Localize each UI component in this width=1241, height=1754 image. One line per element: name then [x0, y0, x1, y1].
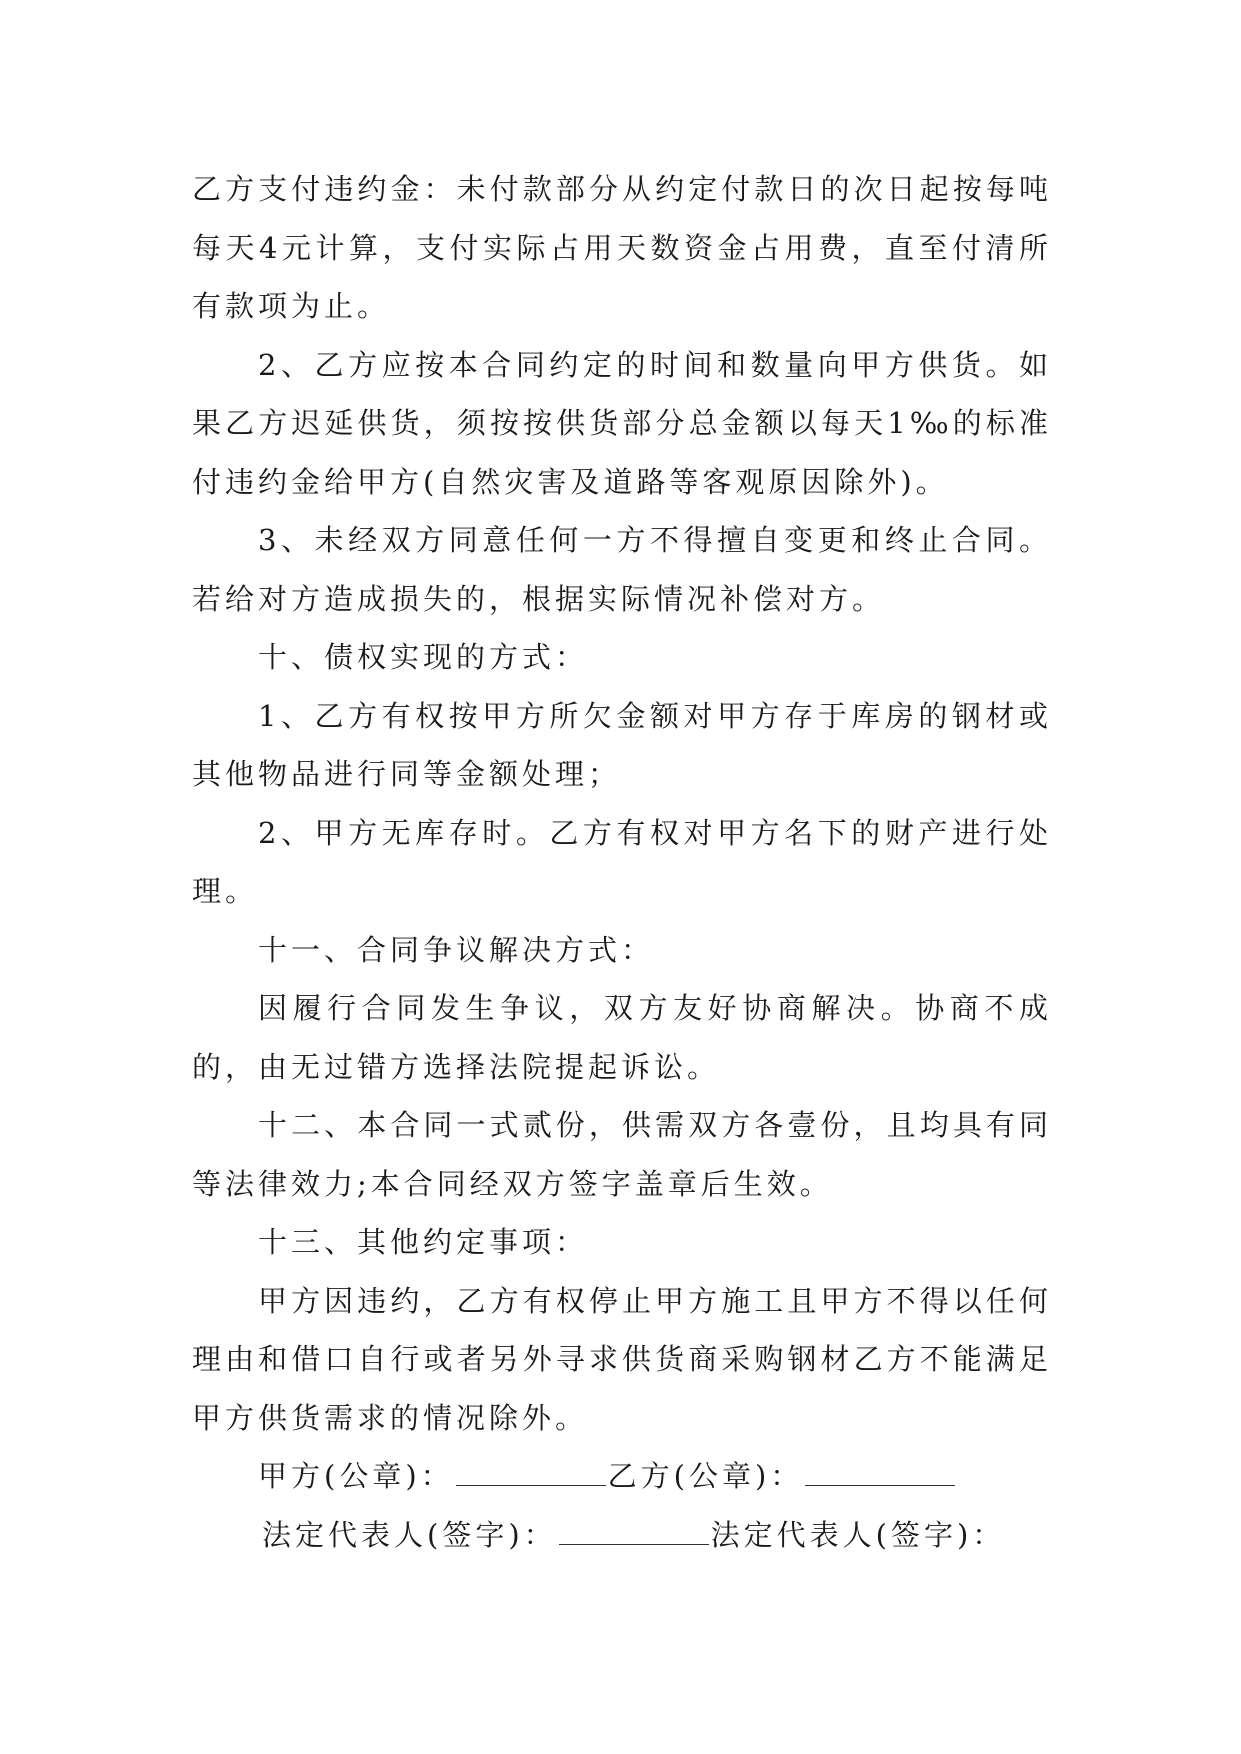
paragraph-copies-validity: 十二、本合同一式贰份，供需双方各壹份，且均具有同等法律效力;本合同经双方签字盖章后生效。 — [192, 1108, 1052, 1201]
signature-row-legal-rep — [192, 1506, 1052, 1565]
paragraph-debt-item-1: 1、乙方有权按甲方所欠金额对甲方存于库房的钢材或其他物品进行同等金额处理； — [192, 698, 1052, 791]
party-a-seal-label: 甲方(公章)： — [258, 1459, 454, 1493]
signature-row-seal — [192, 1447, 1052, 1506]
paragraph-penalty-payment: 乙方支付违约金：未付款部分从约定付款日的次日起按每吨每天4元计算，支付实际占用天数资金占用费，直至付清所有款项为止。 — [192, 172, 1052, 323]
legal-rep-b-label: 法定代表人(签字)： — [710, 1517, 1006, 1552]
legal-rep-a-label: 法定代表人(签字)： — [262, 1517, 557, 1552]
section-heading-other-matters: 十三、其他约定事项： — [258, 1225, 589, 1259]
paragraph-debt-item-2: 2、甲方无库存时。乙方有权对甲方名下的财产进行处理。 — [192, 815, 1052, 908]
party-b-seal-blank — [805, 1461, 955, 1486]
paragraph-delivery-clause: 2、乙方应按本合同约定的时间和数量向甲方供货。如果乙方迟延供货，须按按供货部分总金额以每天1‰的标准付违约金给甲方(自然灾害及道路等客观原因除外)。 — [192, 347, 1052, 499]
contract-body — [192, 160, 1052, 1564]
section-heading-dispute: 十一、合同争议解决方式： — [258, 932, 655, 967]
party-a-seal-blank — [456, 1461, 606, 1486]
party-b-seal-label: 乙方(公章)： — [607, 1459, 804, 1493]
paragraph-termination-clause: 3、未经双方同意任何一方不得擅自变更和终止合同。若给对方造成损失的，根据实际情况补偿对方。 — [192, 523, 1052, 616]
legal-rep-a-blank — [559, 1520, 709, 1545]
paragraph-dispute-resolution: 因履行合同发生争议，双方友好协商解决。协商不成的，由无过错方选择法院提起诉讼。 — [192, 991, 1052, 1084]
paragraph-other-matters: 甲方因违约，乙方有权停止甲方施工且甲方不得以任何理由和借口自行或者另外寻求供货商采购钢材乙方不能满足甲方供货需求的情况除外。 — [192, 1283, 1052, 1435]
section-heading-debt-realization: 十、债权实现的方式： — [258, 640, 589, 674]
